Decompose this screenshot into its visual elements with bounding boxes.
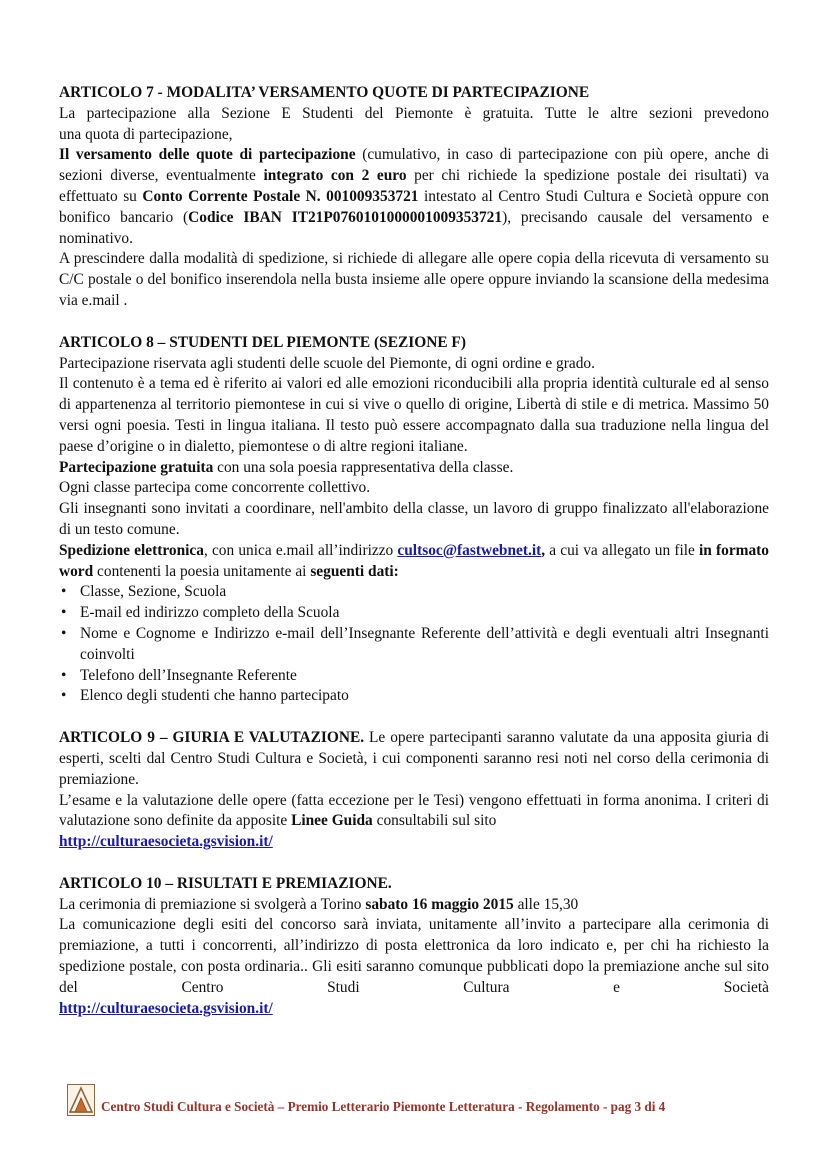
article-7-paragraph-1-line-1: La partecipazione alla Sezione E Studenti del Piemonte è gratuita. Tutte le altre sezioni prevedono [59,104,769,122]
article-8-paragraph-6: Spedizione elettronica, con unica e.mail all’indirizzo cultsoc@fastwebnet.it, a cui va allegato un file in formato word contenenti la poesia unitamente ai seguenti dati: [59,541,769,580]
article-9-paragraph-1: ARTICOLO 9 – GIURIA E VALUTAZIONE. Le opere partecipanti saranno valutate da una apposita giuria di esperti, scelti dal Centro Studi Cultura e Società, i cui componenti saranno resi noti nel corso della cerimonia di premiazione. [59,729,769,788]
article-9-heading: ARTICOLO 9 – GIURIA E VALUTAZIONE. [59,729,365,747]
website-link[interactable]: http://culturaesocieta.gsvision.it/ [59,999,273,1017]
page-footer [67,1084,767,1124]
footer-text: Centro Studi Cultura e Società – Premio Letterario Piemonte Letteratura - Regolamento - pag 3 di 4 [101,1099,666,1114]
list-item: • Nome e Cognome e Indirizzo e-mail dell’Insegnante Referente dell’attività e degli eventuali altri Insegnanti coinvolti [59,624,769,666]
required-data-list [59,582,769,707]
list-item: • Classe, Sezione, Scuola [59,582,769,603]
article-8-paragraph-3: Partecipazione gratuita con una sola poesia rappresentativa della classe. [59,458,514,476]
website-link[interactable]: http://culturaesocieta.gsvision.it/ [59,833,273,851]
article-8-heading: ARTICOLO 8 – STUDENTI DEL PIEMONTE (SEZIONE F) [59,333,466,351]
postal-account: Conto Corrente Postale N. 001009353721 [142,187,419,205]
list-item: • Telefono dell’Insegnante Referente [59,666,769,687]
electronic-submission-label: Spedizione elettronica [59,541,204,559]
article-7-heading: ARTICOLO 7 - MODALITA’ VERSAMENTO QUOTE DI PARTECIPAZIONE [59,84,590,101]
article-8-paragraph-5: Gli insegnanti sono invitati a coordinare, nell'ambito della classe, un lavoro di gruppo finalizzato all'elaborazione di un testo comune. [59,500,769,538]
article-10-paragraph-1: La cerimonia di premiazione si svolgerà a Torino sabato 16 maggio 2015 alle 15,30 [59,895,579,913]
article-10-paragraph-2: La comunicazione degli esiti del concorso sarà inviata, unitamente all’invito a partecipare alla cerimonia di premiazione, a tutti i concorrenti, all’indirizzo di posta elettronica da loro indicato e, per chi ha richiesto la spedizione postale, con posta ordinaria.. Gli esiti saranno comunque pubblicati dopo la premiazione anche sul sito del Centro Studi Cultura e Società [59,916,769,996]
payment-label: Il versamento delle quote di partecipazione [59,146,356,164]
article-10-heading: ARTICOLO 10 – RISULTATI E PREMIAZIONE. [59,874,392,892]
document-body [59,83,769,1019]
article-9-paragraph-2: L’esame e la valutazione delle opere (fatta eccezione per le Tesi) vengono effettuati in forma anonima. I criteri di valutazione sono definite da apposite Linee Guida consultabili sul sito [59,791,769,830]
email-link[interactable]: cultsoc@fastwebnet.it [397,541,542,559]
centro-studi-logo-icon [67,1084,95,1116]
list-item: • Elenco degli studenti che hanno partecipato [59,686,769,707]
word-format-label: in formato word [59,541,769,580]
article-8-paragraph-4: Ogni classe partecipa come concorrente collettivo. [59,479,371,497]
article-7-paragraph-3: A prescindere dalla modalità di spedizione, si richiede di allegare alle opere copia della ricevuta di versamento su C/C postale o del bonifico inserendola nella busta insieme alle opere oppure inviando la scansione della medesima via e.mail . [59,250,769,309]
article-8-paragraph-2: Il contenuto è a tema ed è riferito ai valori ed alle emozioni riconducibili alla propria identità culturale ed al senso di appartenenza al territorio piemontese in cui si vive o quello di origine, Libertà di stile e di metrica. Massimo 50 versi ogni poesia. Testi in lingua italiana. Il testo può essere accompagnato dalla sua traduzione nella lingua del paese d’origine o in dialetto, piemontese o di altre regioni italiane. [59,375,769,455]
free-participation-label: Partecipazione gratuita [59,458,214,476]
list-item: • E-mail ed indirizzo completo della Scuola [59,603,769,624]
ceremony-date: sabato 16 maggio 2015 [365,895,514,913]
article-8-paragraph-1: Partecipazione riservata agli studenti delle scuole del Piemonte, di ogni ordine e grado. [59,354,595,372]
guidelines-label: Linee Guida [291,812,373,830]
required-data-label: seguenti dati: [310,562,399,580]
article-7-paragraph-2: Il versamento delle quote di partecipazione (cumulativo, in caso di partecipazione con più opere, anche di sezioni diverse, eventualmente integrato con 2 euro per chi richiede la spedizione postale dei risultati) va effettuato su Conto Corrente Postale N. 001009353721 intestato al Centro Studi Cultura e Società oppure con bonifico bancario (Codice IBAN IT21P0760101000001009353721), precisando causale del versamento e nominativo. [59,146,769,247]
surcharge-note: integrato con 2 euro [263,167,407,185]
article-7-paragraph-1-line-2: una quota di partecipazione, [59,125,233,143]
iban-code: Codice IBAN IT21P0760101000001009353721 [188,208,503,226]
